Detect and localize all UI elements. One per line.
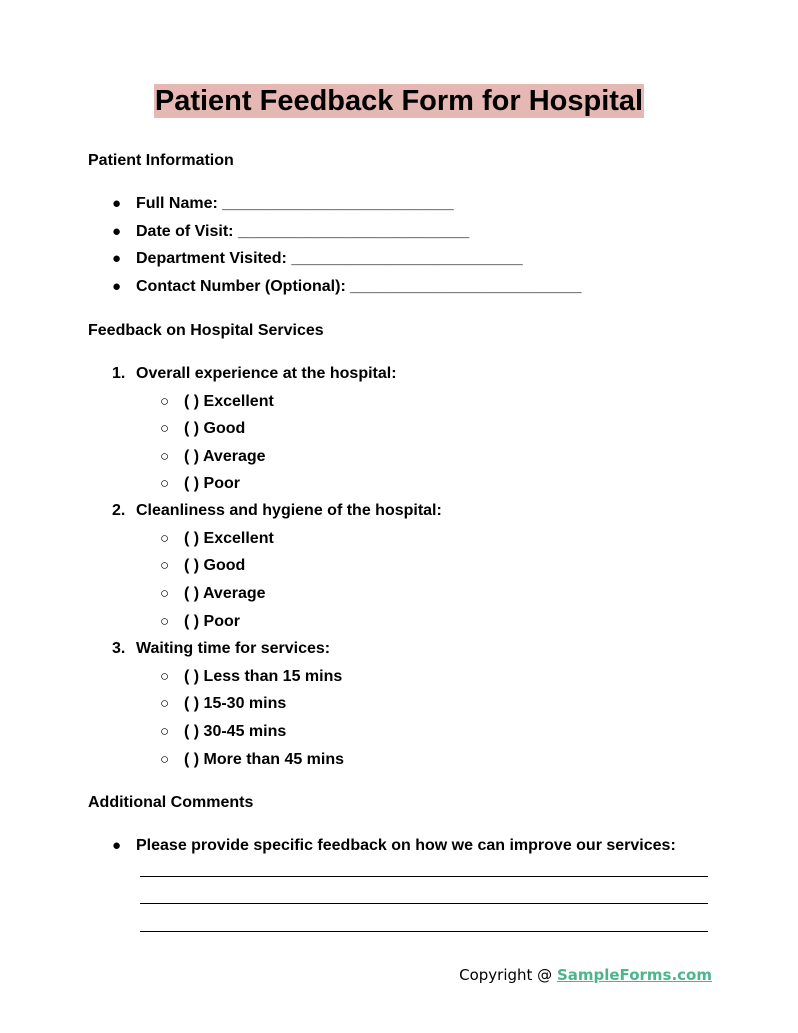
question-text: Cleanliness and hygiene of the hospital: [136,502,442,519]
option-label[interactable]: ( ) More than 45 mins [184,751,345,768]
comments-prompt-text: Please provide specific feedback on how we can improve our services: [136,837,676,854]
date-of-visit-blank[interactable]: __________________________ [237,223,470,240]
option-label[interactable]: ( ) Less than 15 mins [184,668,343,685]
question-text: Waiting time for services: [136,640,331,657]
page-title: Patient Feedback Form for Hospital [154,85,644,117]
section-heading-services: Feedback on Hospital Services [88,322,324,339]
option-label[interactable]: ( ) Good [184,420,246,437]
section-heading-patient-info: Patient Information [88,152,234,169]
option-label[interactable]: ( ) Excellent [184,530,274,547]
circle-bullet-icon: ○ [160,420,170,437]
question-number: 1. [112,365,126,382]
field-label: Contact Number (Optional): [136,278,346,295]
field-label: Department Visited: [136,250,287,267]
option-label[interactable]: ( ) Good [184,557,246,574]
department-blank[interactable]: __________________________ [291,250,523,267]
bullet-icon: ● [112,250,122,267]
full-name-blank[interactable]: __________________________ [222,195,454,212]
option-label[interactable]: ( ) Excellent [184,393,274,410]
circle-bullet-icon: ○ [160,475,170,492]
circle-bullet-icon: ○ [160,695,170,712]
circle-bullet-icon: ○ [160,585,170,602]
circle-bullet-icon: ○ [160,668,170,685]
circle-bullet-icon: ○ [160,530,170,547]
field-label: Full Name: [136,195,218,212]
option-label[interactable]: ( ) Average [184,585,266,602]
question-text: Overall experience at the hospital: [136,365,397,382]
bullet-icon: ● [112,278,122,295]
copyright-text: Copyright @ [459,966,557,984]
option-label[interactable]: ( ) Average [184,448,266,465]
circle-bullet-icon: ○ [160,723,170,740]
comment-line[interactable] [140,876,708,877]
circle-bullet-icon: ○ [160,557,170,574]
title-container [0,84,798,118]
bullet-icon: ● [112,195,122,212]
bullet-icon: ● [112,223,122,240]
field-label: Date of Visit: [136,223,234,240]
question-number: 2. [112,502,126,519]
option-label[interactable]: ( ) 30-45 mins [184,723,287,740]
contact-number-blank[interactable]: __________________________ [350,278,582,295]
footer-copyright [459,965,712,985]
circle-bullet-icon: ○ [160,448,170,465]
comment-line[interactable] [140,903,708,904]
option-label[interactable]: ( ) Poor [184,475,240,492]
section-heading-comments: Additional Comments [88,794,254,811]
option-label[interactable]: ( ) Poor [184,613,240,630]
circle-bullet-icon: ○ [160,393,170,410]
comment-line[interactable] [140,931,708,932]
brand-link[interactable]: SampleForms.com [556,966,712,984]
question-number: 3. [112,640,126,657]
option-label[interactable]: ( ) 15-30 mins [184,695,287,712]
circle-bullet-icon: ○ [160,751,170,768]
circle-bullet-icon: ○ [160,613,170,630]
bullet-icon: ● [112,837,122,854]
